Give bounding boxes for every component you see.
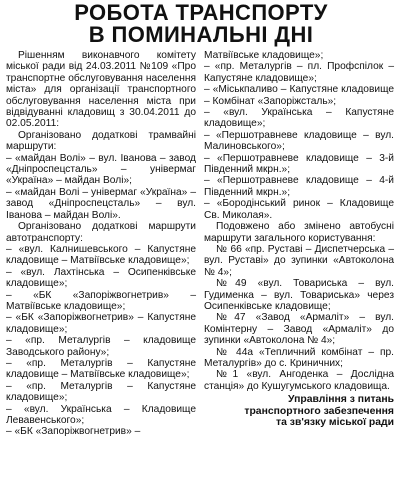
headline-line-2: В ПОМИНАЛЬНІ ДНІ bbox=[88, 22, 314, 47]
list-item: – «Бородінський ринок – Кладовище Св. Миколая». bbox=[204, 198, 394, 221]
list-item: – «БК «Запоріжвогнетрив» – Капустяне кладовище»; bbox=[6, 312, 196, 335]
paragraph: Організовано додаткові трамвайні маршрути: bbox=[6, 129, 196, 153]
list-item: Матвіївське кладовище»; bbox=[204, 50, 324, 61]
right-column bbox=[204, 50, 394, 438]
route-item: № 44а «Тепличний комбінат – пр. Металургів» до с. Криничних; bbox=[204, 346, 394, 369]
list-item: – «пр. Металургів – Капустяне кладовище»; bbox=[6, 380, 196, 404]
signature-line-3: та зв'язку міської ради bbox=[276, 417, 394, 429]
list-item: – «Першотравневе кладовище – вул. Малиновського»; bbox=[204, 129, 394, 153]
signature-line-2: транспортного забезпечення bbox=[244, 405, 394, 417]
list-item: – «майдан Волі» – вул. Іванова – завод «Дніпроспецсталь» – універмаг «Україна» – майдан Волі»; bbox=[6, 152, 196, 187]
list-item: – «БК «Запоріжвогнетрив» – Матвіївське кладовище»; bbox=[6, 289, 196, 312]
left-column bbox=[6, 50, 196, 438]
list-item: – «пр. Металургів – пл. Профспілок – Капустяне кладовище»; bbox=[204, 61, 394, 84]
headline-line-1: РОБОТА ТРАНСПОРТУ bbox=[74, 0, 328, 25]
route-item: № 66 «пр. Руставі – Диспетчерська – вул. Руставі» до зупинки «Автоколона № 4»; bbox=[204, 243, 394, 278]
list-item: – «пр. Металургів – Капустяне кладовище – Матвіївське кладовище»; bbox=[6, 357, 196, 381]
list-item: – «вул. Українська – Капустяне кладовище»; bbox=[204, 107, 394, 130]
route-item: №49 «вул. Товариська – вул. Гудименка – вул. Товариська» через Осипенківське кладовище; bbox=[204, 278, 394, 312]
signature bbox=[204, 394, 394, 429]
list-item: – «пр. Металургів – кладовище Заводського району»; bbox=[6, 335, 196, 358]
article-headline bbox=[6, 2, 396, 46]
list-item: – «вул. Лахтінська – Осипенківське кладовище»; bbox=[6, 266, 196, 290]
article-body bbox=[6, 50, 396, 438]
signature-line-1: Управління з питань bbox=[288, 394, 394, 406]
paragraph: Подовжено або змінено автобусні маршрути загального користування: bbox=[204, 221, 394, 244]
list-item: – «Міськпаливо – Капустяне кладовище – Комбінат «Запоріжсталь»; bbox=[204, 84, 394, 107]
list-item: – «майдан Волі – універмаг «Україна» – завод «Дніпроспецсталь» – вул. Іванова – майдан Волі». bbox=[6, 186, 196, 221]
list-item: – «Першотравневе кладовище – 3-й Південний мкрн.»; bbox=[204, 152, 394, 176]
list-item: – «вул. Калнишевського – Капустяне кладовище – Матвіївське кладовище»; bbox=[6, 243, 196, 267]
list-item: – «БК «Запоріжвогнетрив» – bbox=[6, 426, 141, 438]
route-item: №47 «Завод «Армаліт» – вул. Комінтерну – Завод «Армаліт» до зупинки «Автоколона № 4»; bbox=[204, 312, 394, 347]
list-item: – «Першотравневе кладовище – 4-й Південний мкрн.»; bbox=[204, 175, 394, 198]
list-item: – «вул. Українська – Кладовище Левавенського»; bbox=[6, 403, 196, 426]
paragraph: Рішенням виконавчого комітету міської ради від 24.03.2011 №109 «Про транспортне обслуговування населення міста» для організації транспортного обслуговування населення міста при відвідуванні кладовищ з 30.04.2011 до 02.05.2011: bbox=[6, 50, 196, 130]
paragraph: Організовано додаткові маршрути автотранспорту: bbox=[6, 221, 196, 244]
route-item: №1 «вул. Ангоденка – Дослідна станція» до Кушугумського кладовища. bbox=[204, 369, 394, 392]
